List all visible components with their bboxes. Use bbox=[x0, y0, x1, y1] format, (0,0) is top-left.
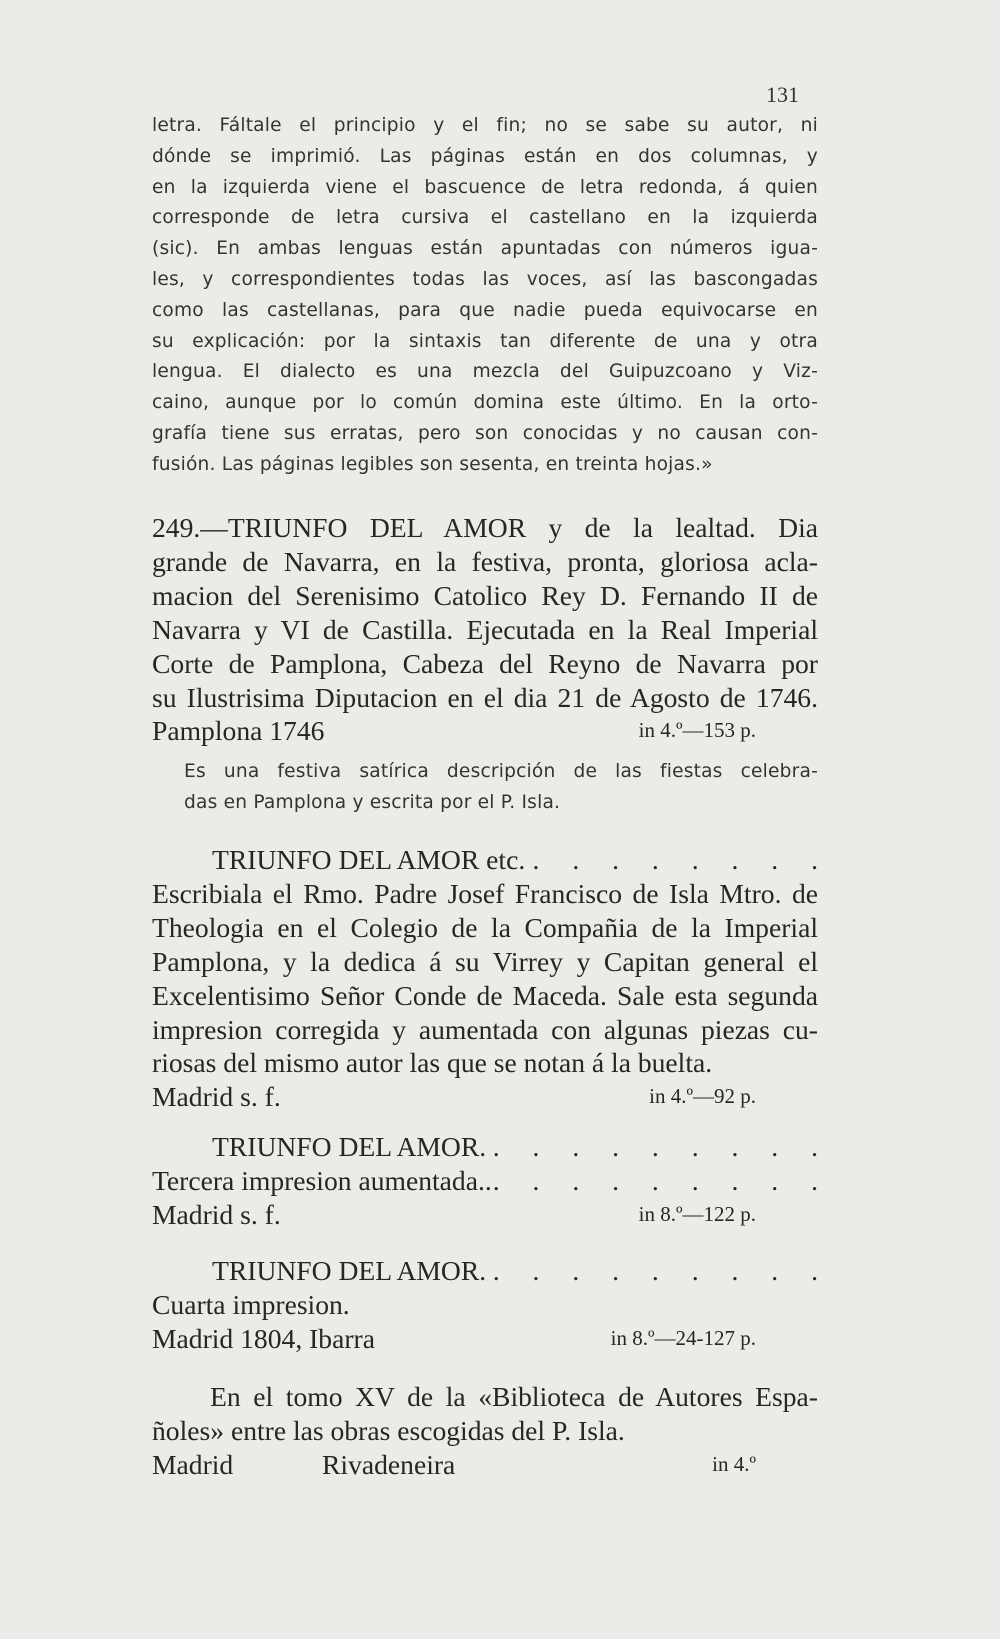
page-number: 131 bbox=[766, 82, 799, 107]
entry-249-note bbox=[184, 757, 818, 819]
text-line: grande de Navarra, en la festiva, pronta, gloriosa acla- bbox=[152, 545, 818, 577]
imprint: Madrid 1804, Ibarra bbox=[152, 1322, 375, 1354]
edition-title: TRIUNFO DEL AMOR. bbox=[212, 1255, 487, 1286]
imprint-place: Madrid bbox=[152, 1448, 234, 1480]
text-line: dónde se imprimió. Las páginas están en dos columnas, y bbox=[152, 145, 818, 167]
text-line: caino, aunque por lo común domina este último. En la orto- bbox=[152, 392, 818, 414]
edition-subtitle: Cuarta impresion. bbox=[152, 1288, 350, 1320]
size-pages: in 8.º—24-127 p. bbox=[610, 1325, 756, 1350]
text-line: Navarra y VI de Castilla. Ejecutada en la Real Imperial bbox=[152, 613, 818, 645]
text-line: (sic). En ambas lenguas están apuntadas con números igua- bbox=[152, 238, 818, 260]
imprint-line bbox=[152, 1448, 818, 1482]
edition-title-line bbox=[152, 1254, 831, 1288]
imprint-line bbox=[152, 1080, 818, 1114]
size-pages: in 4.º bbox=[712, 1451, 756, 1476]
edition-3 bbox=[152, 1130, 831, 1232]
edition-4 bbox=[152, 1254, 831, 1356]
imprint: Madrid s. f. bbox=[152, 1081, 281, 1113]
imprint: Pamplona 1746 bbox=[152, 715, 325, 747]
text-line: impresion corregida y aumentada con algunas piezas cu- bbox=[152, 1013, 818, 1045]
imprint-line bbox=[152, 1198, 818, 1232]
biblioteca-note bbox=[152, 1380, 818, 1482]
text-line: su Ilustrisima Diputacion en el dia 21 de Agosto de 1746. bbox=[152, 681, 818, 713]
edition-title-line bbox=[152, 843, 831, 877]
text-line: letra. Fáltale el principio y el fin; no se sabe su autor, ni bbox=[152, 115, 818, 136]
text-line: grafía tiene sus erratas, pero son conocidas y no causan con- bbox=[152, 422, 818, 444]
text-line: Es una festiva satírica descripción de las fiestas celebra- bbox=[184, 761, 818, 782]
text-line: les, y correspondientes todas las voces, así las bascongadas bbox=[152, 268, 818, 290]
text-line: das en Pamplona y escrita por el P. Isla. bbox=[184, 791, 561, 813]
imprint: Madrid s. f. bbox=[152, 1198, 281, 1230]
imprint-line bbox=[152, 1322, 818, 1356]
imprint-publisher: Rivadeneira bbox=[322, 1448, 456, 1480]
text-line: como las castellanas, para que nadie pueda equivocarse en bbox=[152, 299, 818, 321]
text-line: fusión. Las páginas legibles son sesenta, en treinta hojas.» bbox=[152, 453, 713, 475]
text-line: Escribiala el Rmo. Padre Josef Francisco de Isla Mtro. de bbox=[152, 877, 818, 909]
edition-2 bbox=[152, 843, 831, 1114]
intro-paragraph bbox=[152, 111, 818, 481]
size-pages: in 4.º—153 p. bbox=[638, 718, 756, 743]
dot-leader: . . . . . . . . bbox=[532, 844, 831, 875]
text-line: En el tomo XV de la «Biblioteca de Autores Espa- bbox=[210, 1381, 818, 1412]
edition-title: TRIUNFO DEL AMOR. bbox=[212, 1131, 487, 1162]
text-line: lengua. El dialecto es una mezcla del Guipuzcoano y Viz- bbox=[152, 361, 818, 383]
text-line: Pamplona, y la dedica á su Virrey y Capitan general el bbox=[152, 945, 818, 977]
entry-title-line: 249.—TRIUNFO DEL AMOR y de la lealtad. Dia bbox=[152, 512, 818, 543]
edition-subtitle-line bbox=[152, 1164, 831, 1198]
text-line: ñoles» entre las obras escogidas del P. Isla. bbox=[152, 1414, 625, 1446]
text-line: Excelentisimo Señor Conde de Maceda. Sale esta segunda bbox=[152, 979, 818, 1011]
entry-249 bbox=[152, 511, 818, 748]
text-line: riosas del mismo autor las que se notan á la buelta. bbox=[152, 1047, 713, 1079]
dot-leader: . . . . . . . . . bbox=[492, 1131, 831, 1162]
text-line: en la izquierda viene el bascuence de letra redonda, á quien bbox=[152, 176, 818, 198]
text-line: corresponde de letra cursiva el castellano en la izquierda bbox=[152, 207, 818, 229]
edition-subtitle: Tercera impresion aumentada.. bbox=[152, 1164, 492, 1196]
imprint-line bbox=[152, 714, 818, 748]
text-line: Corte de Pamplona, Cabeza del Reyno de Navarra por bbox=[152, 647, 818, 679]
text-line: Theologia en el Colegio de la Compañia de la Imperial bbox=[152, 911, 818, 943]
dot-leader: . . . . . . . . . bbox=[492, 1255, 831, 1286]
text-line: macion del Serenisimo Catolico Rey D. Fernando II de bbox=[152, 579, 818, 611]
dot-leader: . . . . . . . . . bbox=[492, 1164, 831, 1196]
edition-title-line bbox=[152, 1130, 831, 1164]
size-pages: in 8.º—122 p. bbox=[638, 1201, 756, 1226]
size-pages: in 4.º—92 p. bbox=[649, 1084, 756, 1109]
text-line: su explicación: por la sintaxis tan diferente de una y otra bbox=[152, 330, 818, 352]
edition-title: TRIUNFO DEL AMOR etc. bbox=[212, 844, 526, 875]
